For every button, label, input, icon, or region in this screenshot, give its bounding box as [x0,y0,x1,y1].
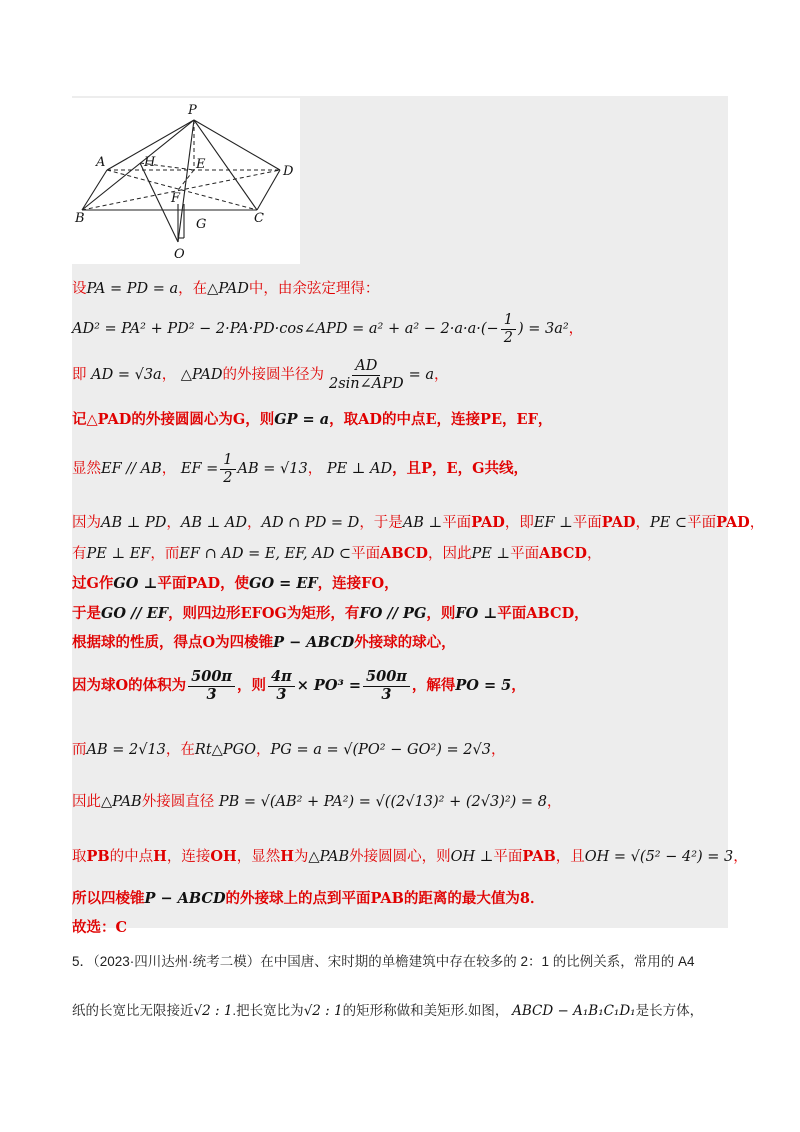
solution-line-6: 因为AB ⊥ PD，AB ⊥ AD，AD ∩ PD = D，于是AB ⊥平面PAD，即EF ⊥平面PAD，PE ⊂平面PAD， [72,514,765,531]
question-5-line-1: 5．（2023·四川达州·统考二模）在中国唐、宋时期的单檐建筑中存在较多的 2：1 的比例关系，常用的 A4 [72,954,695,969]
solution-line-13: 因此△PAB外接圆直径 PB = √(AB² + PA²) = √((2√13)² + (2√3)²) = 8， [72,794,562,810]
solution-line-1: 设PA = PD = a，在△PAD中，由余弦定理得： [72,281,380,297]
label-d: D [283,164,294,179]
label-p: P [188,103,197,118]
answer-line: 故选：C [72,919,128,936]
label-a: A [96,155,106,170]
question-5-line-2: 纸的长宽比无限接近√2 : 1.把长宽比为√2 : 1的矩形称做和美矩形.如图， ABCD − A₁B₁C₁D₁是长方体， [72,1003,704,1019]
solution-line-5: 显然EF // AB， EF = $\frac{1}{2}$ AB = √13， PE ⊥ AD，且P，E，G共线， [72,452,528,486]
label-g: G [196,217,207,232]
label-f: F [171,191,181,206]
solution-line-9: 于是GO // EF，则四边形EFOG为矩形，有FO // PG，则FO ⊥平面ABCD， [72,605,589,622]
label-b: B [75,211,85,226]
solution-line-8: 过G作GO ⊥平面PAD，使GO = EF，连接FO， [72,575,399,592]
solution-line-7: 有PE ⊥ EF，而EF ∩ AD = E, EF, AD ⊂平面ABCD，因此PE ⊥平面ABCD， [72,545,602,562]
label-o: O [174,247,185,262]
solution-line-14: 取PB的中点H，连接OH，显然H为△PAB外接圆圆心，则OH ⊥平面PAB，且OH = √(5² − 4²) = 3， [72,848,748,865]
pyramid-diagram [72,98,300,264]
solution-line-15: 所以四棱锥P − ABCD的外接球上的点到平面PAB的距离的最大值为8． [72,890,545,907]
solution-line-10: 根据球的性质，得点O为四棱锥P − ABCD外接球的球心， [72,634,456,651]
solution-line-3: 即 AD = √3a， △PAD的外接圆半径为 $\frac{AD}{\text{2sin∠APD}}$ = a， [72,358,449,392]
pyramid-figure [72,98,300,264]
label-c: C [254,211,264,226]
solution-line-12: 而AB = 2√13，在Rt△PGO，PG = a = √(PO² − GO²) = 2√3， [72,742,506,758]
solution-line-4: 记△PAD的外接圆圆心为G，则GP = a，取AD的中点E，连接PE，EF， [72,411,553,428]
solution-line-11: 因为球O的体积为 $\frac{500\pi}{3}$ ，则 $\frac{4\pi}{3}$ × PO³ = $\frac{500\pi}{3}$ ，解得PO = 5， [72,668,526,703]
solution-line-2: AD² = PA² + PD² − 2·PA·PD·cos∠APD = a² + a² − 2·a·a·(− $\frac{1}{2}$ ) = 3a²， [72,312,584,346]
label-e: E [196,157,206,172]
label-h: H [144,155,156,170]
